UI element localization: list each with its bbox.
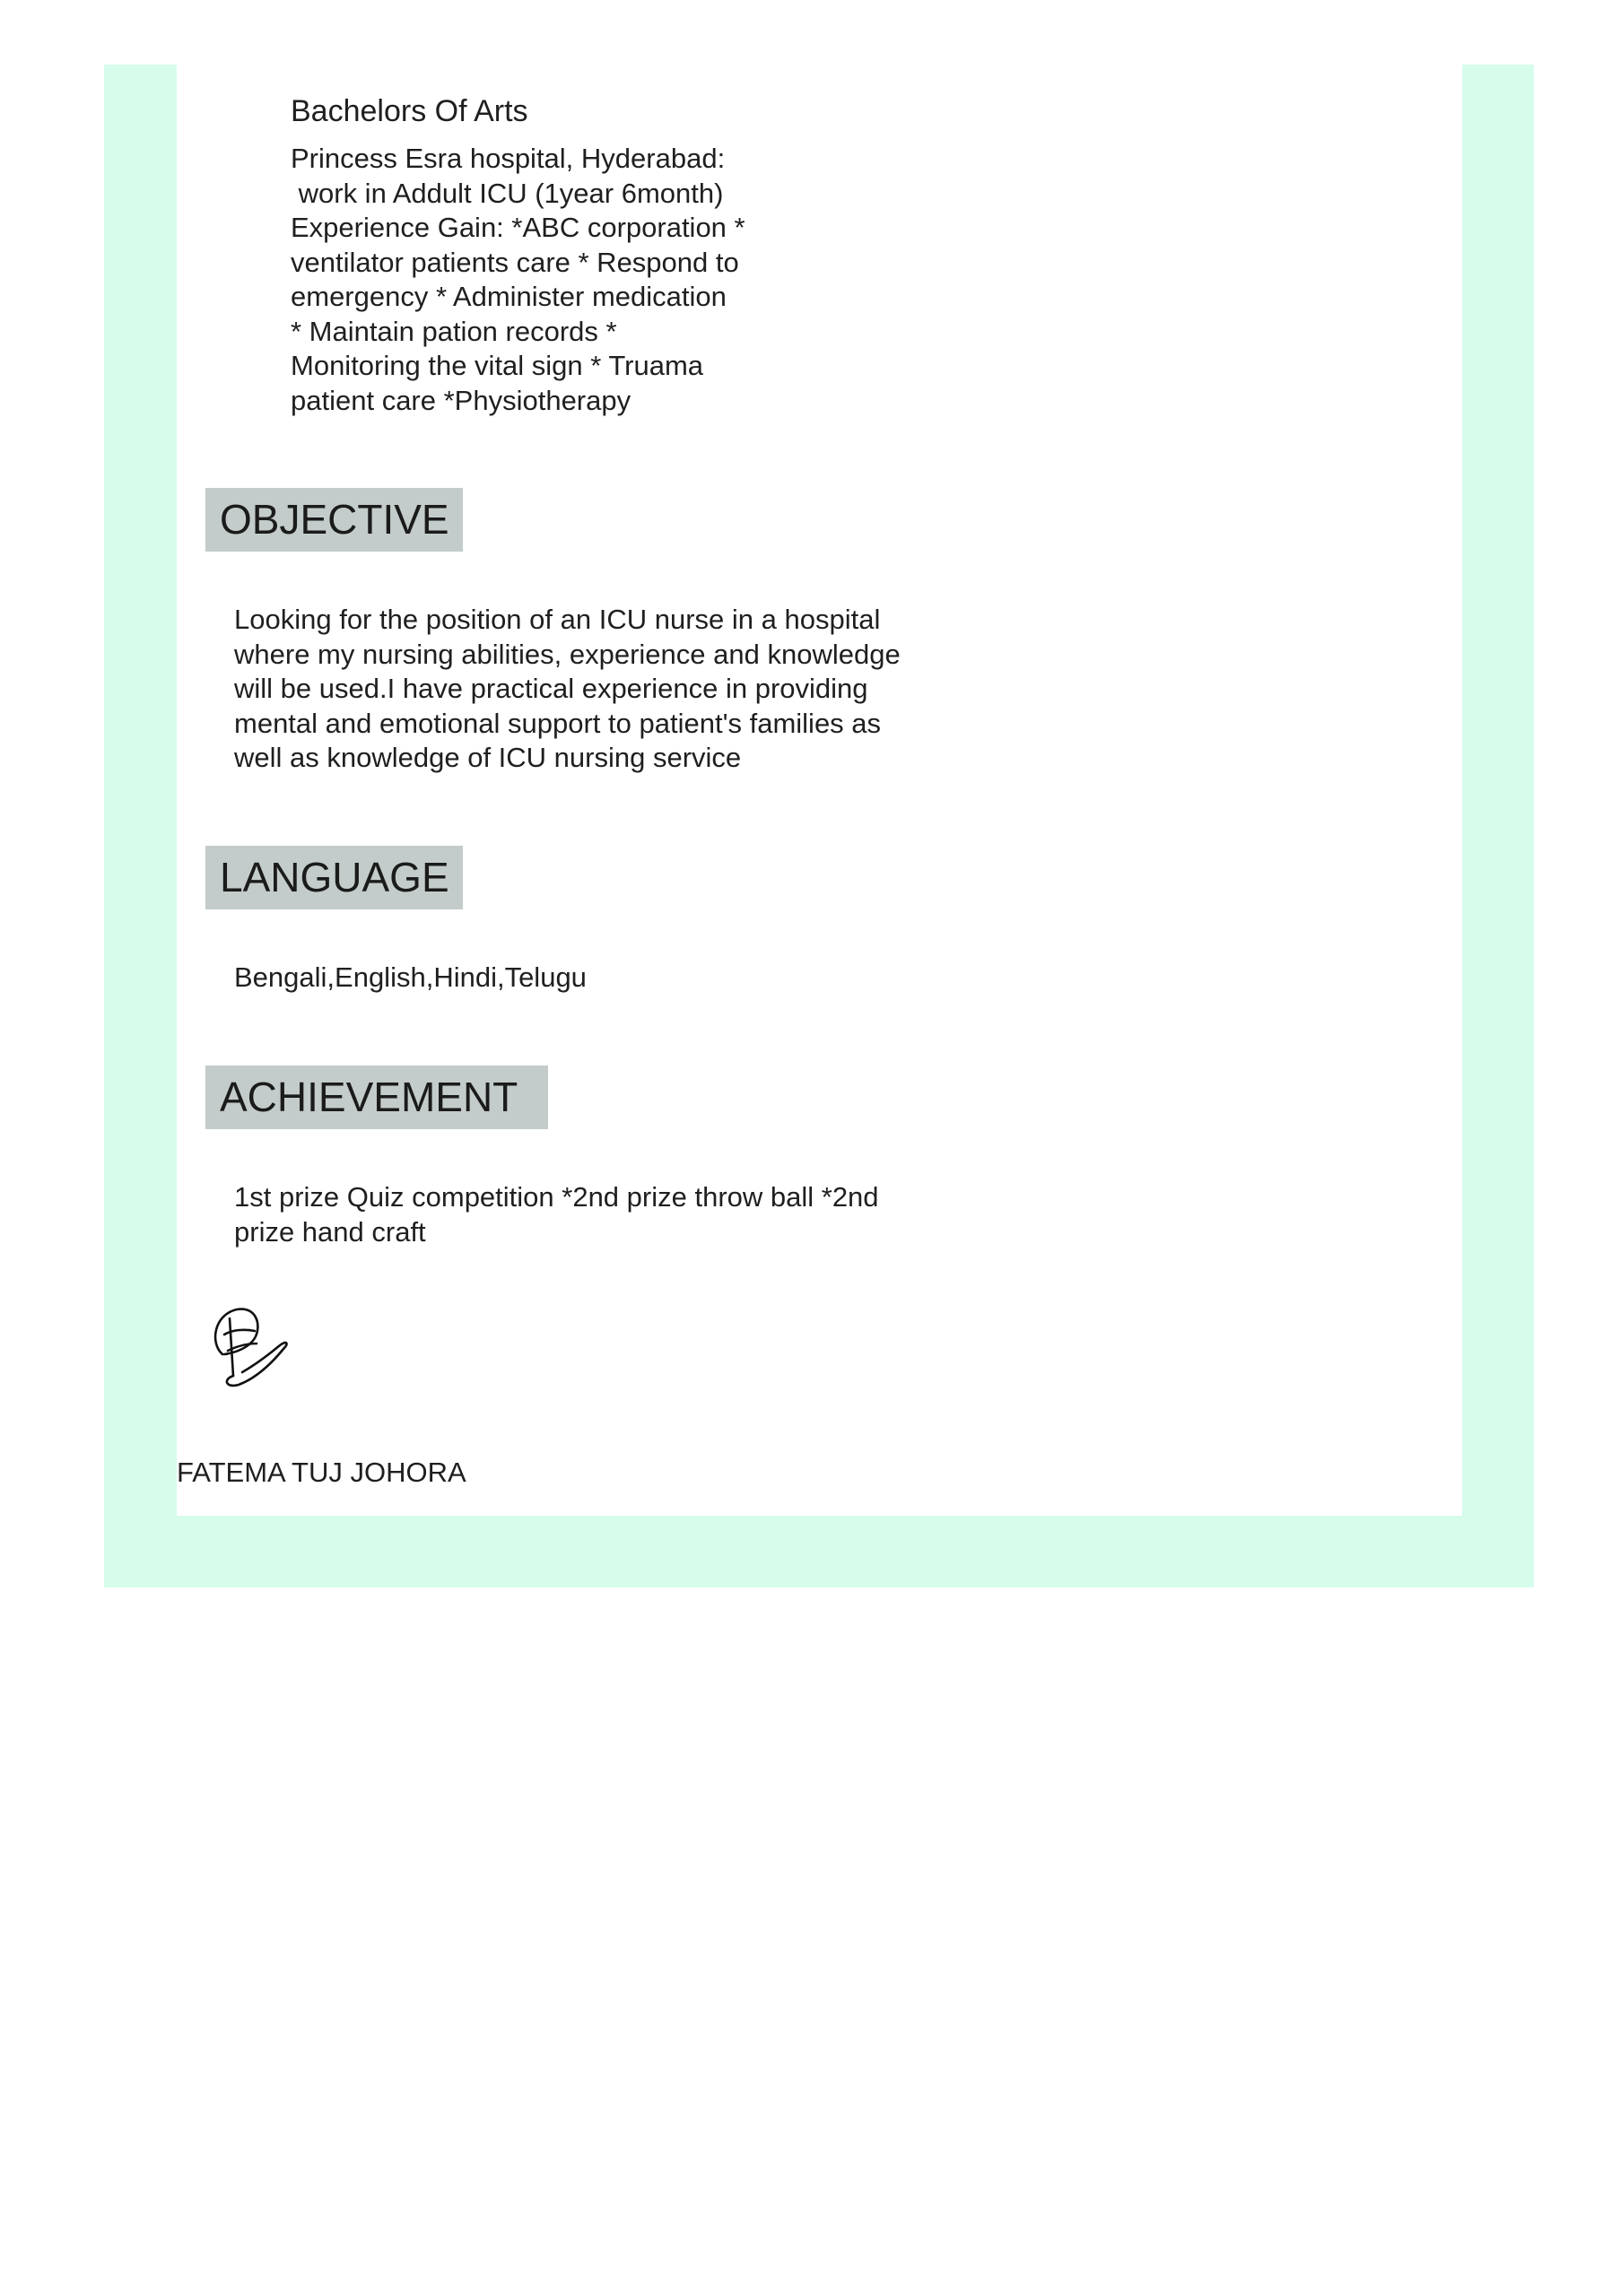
language-list: Bengali,English,Hindi,Telugu [234, 961, 587, 993]
objective-line: Looking for the position of an ICU nurse in a hospital [234, 604, 881, 635]
signer-name: FATEMA TUJ JOHORA [177, 1457, 466, 1488]
language-text [234, 961, 587, 996]
objective-heading: OBJECTIVE [205, 488, 463, 552]
objective-line: where my nursing abilities, experience and knowledge [234, 638, 901, 670]
achievement-text [234, 1180, 879, 1249]
education-detail-line: * Maintain pation records * [291, 315, 617, 347]
achievement-line: prize hand craft [234, 1215, 426, 1248]
education-detail-line: patient care *Physiotherapy [291, 384, 631, 416]
education-degree: Bachelors Of Arts [291, 94, 528, 128]
education-detail-line: Princess Esra hospital, Hyderabad: [291, 143, 726, 174]
objective-text [234, 603, 901, 776]
education-detail-line: work in Addult ICU (1year 6month) [291, 177, 724, 209]
language-heading: LANGUAGE [205, 846, 463, 909]
education-detail-line: ventilator patients care * Respond to [291, 246, 739, 278]
education-detail-line: Experience Gain: *ABC corporation * [291, 212, 745, 243]
education-detail-line: emergency * Administer medication [291, 281, 727, 312]
objective-line: will be used.I have practical experience in providing [234, 673, 868, 704]
signature-icon [203, 1299, 303, 1399]
objective-line: well as knowledge of ICU nursing service [234, 742, 742, 773]
objective-line: mental and emotional support to patient's families as [234, 707, 882, 739]
education-detail [291, 142, 793, 418]
achievement-line: 1st prize Quiz competition *2nd prize throw ball *2nd [234, 1181, 879, 1213]
education-detail-line: Monitoring the vital sign * Truama [291, 350, 704, 381]
achievement-heading: ACHIEVEMENT [205, 1065, 548, 1129]
